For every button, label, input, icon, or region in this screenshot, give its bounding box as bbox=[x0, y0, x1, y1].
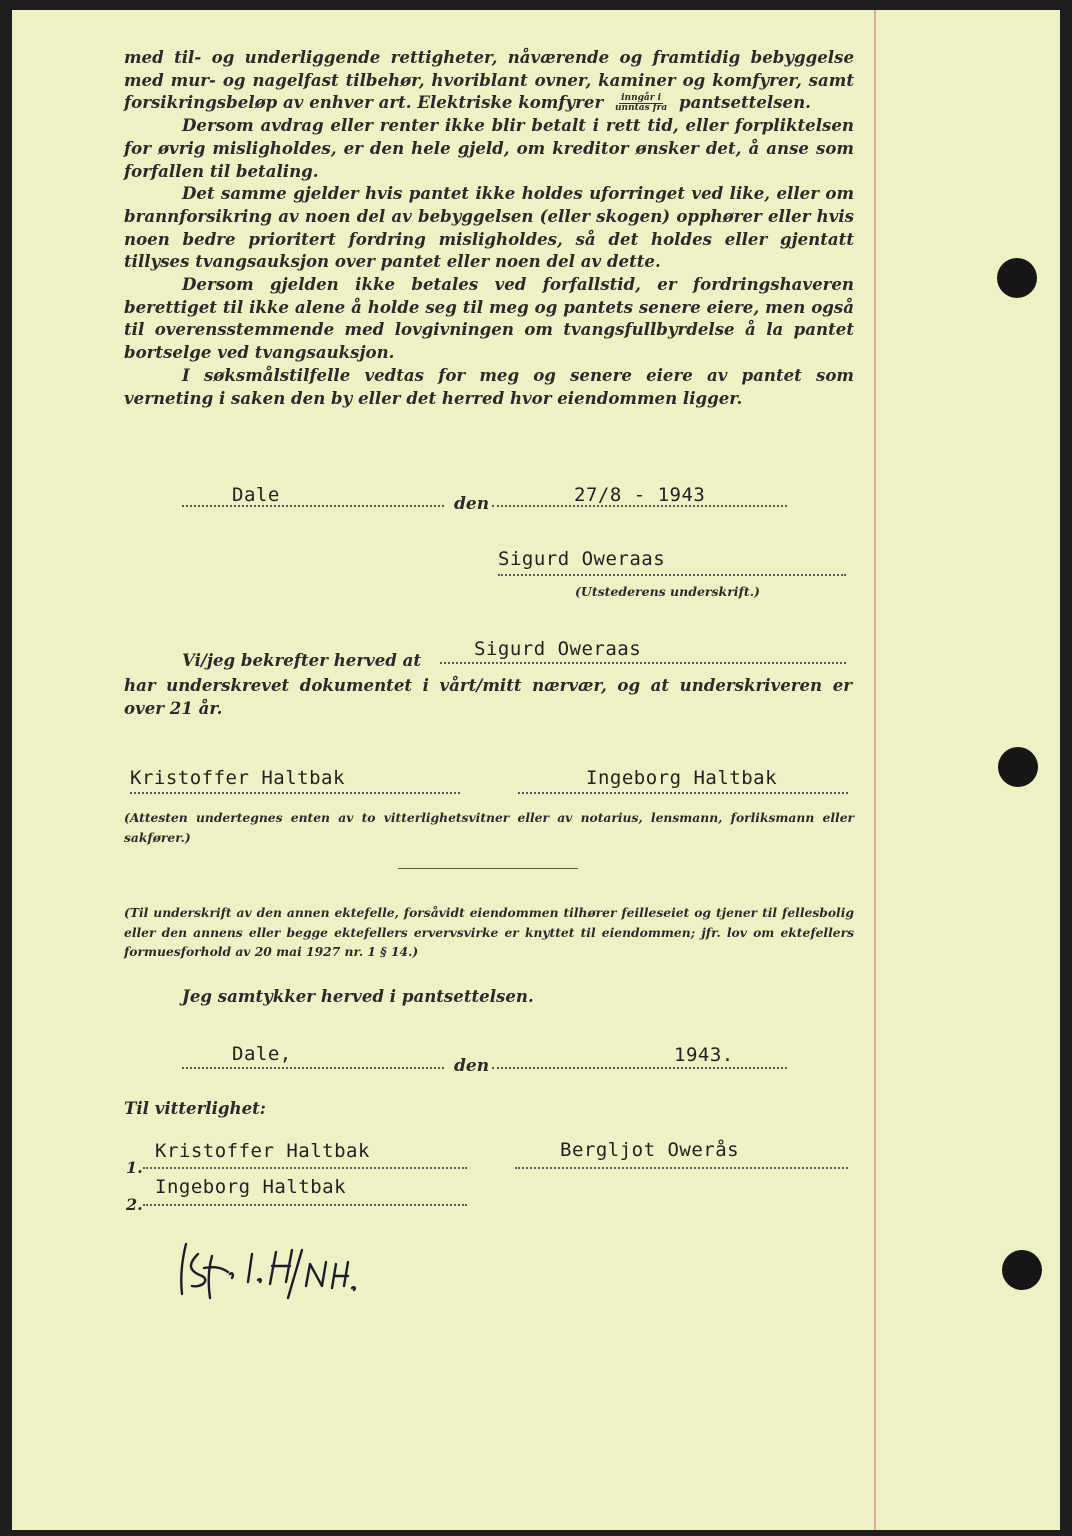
document-page bbox=[12, 10, 1060, 1530]
consent-statement: Jeg samtykker herved i pantsettelsen. bbox=[182, 986, 534, 1006]
mortgage-terms bbox=[124, 46, 854, 409]
witness-2-signature: Ingeborg Haltbak bbox=[586, 767, 778, 789]
confirm-name: Sigurd Oweraas bbox=[474, 638, 642, 660]
place-value-2: Dale, bbox=[232, 1043, 292, 1065]
fraction-choice bbox=[615, 94, 667, 113]
fraction-bottom: unntas fra bbox=[614, 103, 668, 114]
place-dotted-line-2 bbox=[182, 1067, 444, 1069]
spouse-note: (Til underskrift av den annen ektefelle, forsåvidt eiendommen tilhører feilleseiet og tjener til fellesbolig eller den annens eller begge ektefellers ervervsvirke er knyttet til eiendommen; jfr. lov om ektefellers formuesforhold av 20 mai 1927 nr. 1 § 14.) bbox=[124, 905, 854, 959]
punch-hole bbox=[998, 747, 1038, 787]
year-value-2: 1943. bbox=[674, 1044, 734, 1066]
margin-line bbox=[874, 10, 876, 1530]
punch-hole bbox=[1002, 1250, 1042, 1290]
date-value: 27/8 - 1943 bbox=[574, 484, 706, 506]
witness-number-1: 1. bbox=[126, 1158, 143, 1177]
handwritten-note-text bbox=[12, 10, 13, 11]
fraction-top: inngår i bbox=[621, 93, 662, 104]
witness-2b-signature: Ingeborg Haltbak bbox=[155, 1176, 347, 1198]
witness-1b-signature: Kristoffer Haltbak bbox=[155, 1140, 370, 1162]
separator-rule bbox=[398, 868, 578, 869]
issuer-caption: (Utstederens underskrift.) bbox=[575, 584, 760, 599]
confirm-dotted-line bbox=[440, 662, 846, 664]
paragraph-text: pantsettelsen. bbox=[679, 92, 811, 113]
witness-2-dotted-line bbox=[518, 792, 848, 794]
date-dotted-line-2 bbox=[492, 1067, 787, 1069]
issuer-signature: Sigurd Oweraas bbox=[498, 548, 666, 570]
attest-note: (Attesten undertegnes enten av to vitterlighetsvitner eller av notarius, lensmann, forliksmann eller sakfører.) bbox=[124, 810, 854, 845]
witness-heading: Til vitterlighet: bbox=[124, 1098, 266, 1118]
paragraph-enforcement: Dersom gjelden ikke betales ved forfallstid, er fordringshaveren berettiget til ikke alene å holde seg til meg og pantets senere eiere, men også til overensstemmende med lovgivningen om tvangsfullbyrdelse å la pantet bortselge ved tvangsauksjon. bbox=[124, 274, 854, 363]
confirm-lead: Vi/jeg bekrefter herved at bbox=[182, 650, 422, 670]
confirm-rest: har underskrevet dokumentet i vårt/mitt nærvær, og at underskriveren er over 21 år. bbox=[124, 675, 852, 718]
spouse-signature: Bergljot Owerås bbox=[560, 1139, 740, 1161]
den-label-2: den bbox=[454, 1056, 490, 1076]
paragraph-default: Dersom avdrag eller renter ikke blir betalt i rett tid, eller forpliktelsen for øvrig misligholdes, er den hele gjeld, om kreditor ønsker det, å anse som forfallen til betaling. bbox=[124, 115, 854, 181]
witness-2b-dotted-line bbox=[143, 1204, 467, 1206]
place-dotted-line bbox=[182, 505, 444, 507]
spouse-dotted-line bbox=[515, 1167, 848, 1169]
paragraph-text: med til- og underliggende rettigheter, nåværende og framtidig bebyggelse med mur- og nagelfast tilbehør, hvoriblant ovner, kaminer og komfyrer, samt forsikringsbeløp av enhver art. Elektriske komfyrer bbox=[124, 47, 854, 113]
witness-1-signature: Kristoffer Haltbak bbox=[130, 767, 345, 789]
paragraph-property bbox=[124, 46, 854, 114]
handwritten-note-mark bbox=[172, 1236, 372, 1302]
paragraph-venue: I søksmålstilfelle vedtas for meg og senere eiere av pantet som verneting i saken den by eller det herred hvor eiendommen ligger. bbox=[124, 364, 854, 408]
witness-1-dotted-line bbox=[130, 792, 460, 794]
witness-1b-dotted-line bbox=[143, 1167, 467, 1169]
den-label: den bbox=[454, 494, 490, 514]
paragraph-maintenance: Det samme gjelder hvis pantet ikke holdes uforringet ved like, eller om brannforsikring av noen del av bebyggelsen (eller skogen) opphører eller hvis noen bedre prioritert fordring misligholdes, så det holdes eller gjentatt tillyses tvangsauksjon over pantet eller noen del av dette. bbox=[124, 183, 854, 272]
punch-hole bbox=[997, 258, 1037, 298]
place-value: Dale bbox=[232, 484, 280, 506]
issuer-dotted-line bbox=[498, 574, 846, 576]
witness-number-2: 2. bbox=[126, 1195, 143, 1214]
